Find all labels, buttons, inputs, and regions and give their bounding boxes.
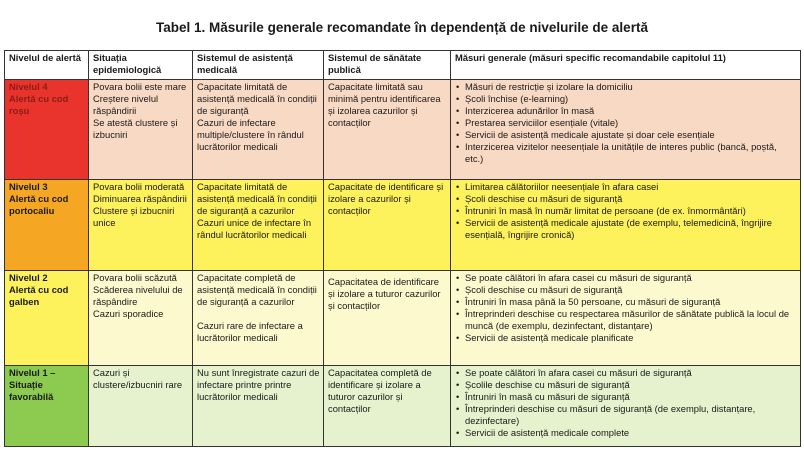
medical-line: Cazuri unice de infectare în rândul lucrătorilor medicali: [197, 217, 312, 240]
medical-line: Cazuri rare de infectare a lucrătorilor medicali: [197, 320, 303, 343]
cell-measures: [451, 80, 801, 180]
cell-public-health: [324, 80, 451, 180]
header-medical: Sistemul de asistență medicală: [193, 51, 324, 80]
cell-medical: [193, 180, 324, 271]
level-name: Nivelul 4: [9, 81, 48, 92]
situation-line: Cazuri sporadice: [93, 308, 164, 319]
medical-line: Nu sunt înregistrate cazuri de infectare printre printre lucrătorilor medicali: [197, 367, 320, 402]
header-level: Nivelul de alertă: [5, 51, 89, 80]
table-row-level-2: [5, 271, 801, 366]
public-health-line: Capacitatea de identificare și izolare a tuturor cazurilor și contacților: [328, 276, 441, 311]
public-health-line: Capacitate limitată sau minimă pentru identificarea și izolarea cazurilor și contacților: [328, 81, 441, 128]
public-health-line: Capacitatea completă de identificare și izolare a tuturor cazurilor și contacților: [328, 367, 432, 414]
level-code: Alertă cu cod galben: [9, 284, 69, 307]
medical-line: Cazuri de infectare multiple/clustere în rândul lucrătorilor medicali: [197, 117, 304, 152]
measure-item: • Servicii de asistență medicale ajustate (de exemplu, telemedicină, îngrijire esențială, îngrijire cronică): [455, 217, 797, 241]
cell-public-health: [324, 271, 451, 366]
public-health-line: Capacitate de identificare și izolare a cazurilor și contacților: [328, 181, 444, 216]
cell-situation: [89, 366, 193, 447]
level-code: Alertă cu cod portocaliu: [9, 193, 69, 216]
measure-item: • Întruniri în masă cu măsuri de siguranță: [455, 391, 797, 403]
header-row: [5, 51, 801, 80]
level-name: Nivelul 1 – Situație favorabilă: [9, 367, 56, 402]
situation-line: Povara bolii scăzută: [93, 272, 177, 283]
measure-item: • Întreprinderi deschise cu măsuri de siguranță (de exemplu, distanțare, dezinfectare): [455, 403, 797, 427]
measure-item: • Limitarea călătoriilor neesențiale în afara casei: [455, 181, 797, 193]
header-measures: Măsuri generale (măsuri specific recomandabile capitolul 11): [451, 51, 801, 80]
measures-list: [455, 272, 797, 344]
cell-public-health: [324, 180, 451, 271]
cell-situation: [89, 180, 193, 271]
cell-measures: [451, 271, 801, 366]
cell-medical: [193, 80, 324, 180]
situation-line: Clustere și izbucniri unice: [93, 205, 175, 228]
medical-line: Capacitate completă de asistență medicală în condiții de siguranță a cazurilor: [197, 272, 317, 307]
measure-item: • Școli închise (e-learning): [455, 93, 797, 105]
table-row-level-1: [5, 366, 801, 447]
measure-item: • Servicii de asistență medicale ajustate și doar cele esențiale: [455, 129, 797, 141]
measure-item: • Se poate călători în afara casei cu măsuri de siguranță: [455, 367, 797, 379]
level-code: Alertă cu cod roșu: [9, 93, 69, 116]
measure-item: • Servicii de asistență medicale complete: [455, 427, 797, 439]
situation-line: Cazuri și clustere/izbucniri rare: [93, 367, 183, 390]
medical-line: Capacitate limitată de asistență medicală în condiții de siguranță: [197, 81, 317, 116]
measure-item: • Școli deschise cu măsuri de siguranță: [455, 193, 797, 205]
cell-level: [5, 180, 89, 271]
measures-list: [455, 81, 797, 165]
level-name: Nivelul 2: [9, 272, 48, 283]
measure-item: • Se poate călători în afara casei cu măsuri de siguranță: [455, 272, 797, 284]
measure-item: • Măsuri de restricție și izolare la domiciliu: [455, 81, 797, 93]
measure-item: • Școli deschise cu măsuri de siguranță: [455, 284, 797, 296]
cell-medical: [193, 366, 324, 447]
situation-line: Povara bolii este mare: [93, 81, 187, 92]
cell-level: [5, 271, 89, 366]
header-public-health: Sistemul de sănătate publică: [324, 51, 451, 80]
level-name: Nivelul 3: [9, 181, 48, 192]
measure-item: • Întruniri în masă în număr limitat de persoane (de ex. înmormântări): [455, 205, 797, 217]
measures-list: [455, 367, 797, 439]
medical-line: Capacitate limitată de asistență medicală în condiții de siguranță a cazurilor: [197, 181, 317, 216]
cell-public-health: [324, 366, 451, 447]
measure-item: • Întruniri în masa până la 50 persoane, cu măsuri de siguranță: [455, 296, 797, 308]
measure-item: • Școlile deschise cu măsuri de siguranță: [455, 379, 797, 391]
spacer: [197, 308, 320, 320]
cell-level: [5, 80, 89, 180]
measure-item: • Servicii de asistență medicale planificate: [455, 332, 797, 344]
header-situation: Situația epidemiologică: [89, 51, 193, 80]
cell-measures: [451, 180, 801, 271]
cell-situation: [89, 271, 193, 366]
measure-item: • Întreprinderi deschise cu respectarea măsurilor de sănătate publică la locul de muncă (de exemplu, dezinfectant, distanțare): [455, 308, 797, 332]
cell-level: [5, 366, 89, 447]
measure-item: • Interzicerea adunărilor în masă: [455, 105, 797, 117]
situation-line: Povara bolii moderată: [93, 181, 185, 192]
alert-levels-table: [4, 50, 801, 447]
measure-item: • Prestarea serviciilor esențiale (vitale): [455, 117, 797, 129]
cell-measures: [451, 366, 801, 447]
cell-medical: [193, 271, 324, 366]
measure-item: • Interzicerea vizitelor neesențiale la unitățile de interes public (bancă, poștă, etc.): [455, 141, 797, 165]
situation-line: Diminuarea răspândirii: [93, 193, 187, 204]
situation-line: Se atestă clustere și izbucniri: [93, 117, 178, 140]
situation-line: Scăderea nivelului de răspândire: [93, 284, 183, 307]
cell-situation: [89, 80, 193, 180]
table-title: Tabel 1. Măsurile generale recomandate în dependență de nivelurile de alertă: [156, 20, 648, 35]
situation-line: Creștere nivelul răspândirii: [93, 93, 159, 116]
measures-list: [455, 181, 797, 241]
table-row-level-3: [5, 180, 801, 271]
table-row-level-4: [5, 80, 801, 180]
